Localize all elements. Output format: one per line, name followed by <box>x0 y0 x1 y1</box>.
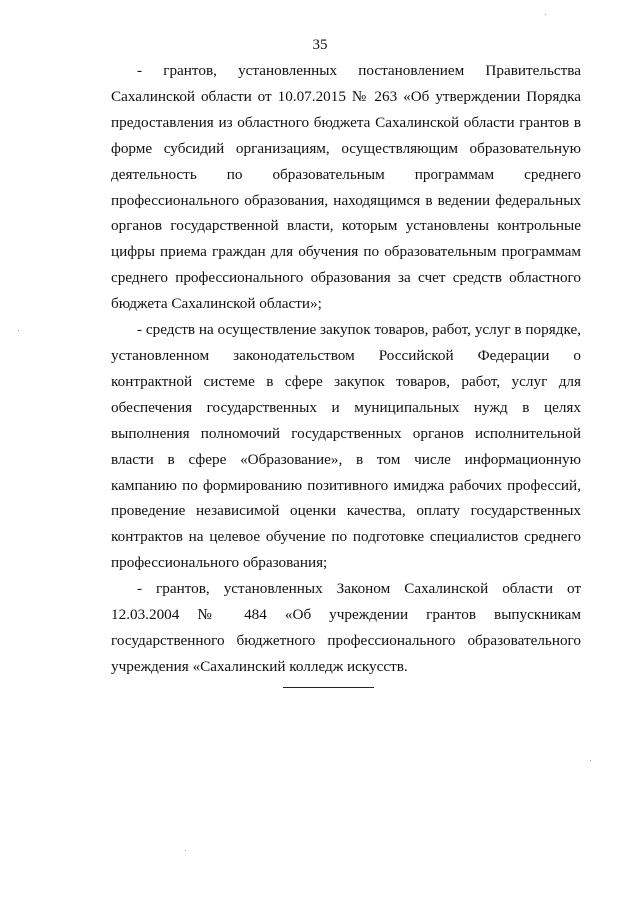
scan-speck <box>185 850 186 851</box>
document-body <box>111 58 581 680</box>
scan-speck <box>545 14 546 15</box>
paragraph-grants-decree-263: - грантов, установленных постановлением Правительства Сахалинской области от 10.07.2015 № 263 «Об утверждении Порядка предоставления из областного бюджета Сахалинской области грантов в форме субсидий организациям, осуществляющим образовательную деятельность по образовательным программам среднего профессионального образования, находящимся в ведении федеральных органов государственной власти, которым установлены контрольные цифры приема граждан для обучения по образовательным программам среднего профессионального образования за счет средств областного бюджета Сахалинской области»; <box>111 62 581 313</box>
page-number: 35 <box>312 37 328 53</box>
paragraph-procurement-funds: - средств на осуществление закупок товаров, работ, услуг в порядке, установленном законодательством Российской Федерации о контрактной системе в сфере закупок товаров, работ, услуг для обеспечения государственных и муниципальных нужд в целях выполнения полномочий государственных органов исполнительной власти в сфере «Образование», в том числе информационную кампанию по формированию позитивного имиджа рабочих профессий, проведение независимой оценки качества, оплату государственных контрактов на целевое обучение по подготовке специалистов среднего профессионального образования; <box>111 321 581 572</box>
scan-speck <box>590 760 591 761</box>
paragraph-grants-law-484: - грантов, установленных Законом Сахалинской области от 12.03.2004 № 484 «Об учреждении грантов выпускникам государственного бюджетного профессионального образовательного учреждения «Сахалинский колледж искусств. <box>111 580 581 675</box>
scan-speck <box>18 330 19 331</box>
end-of-text-rule <box>283 687 374 688</box>
